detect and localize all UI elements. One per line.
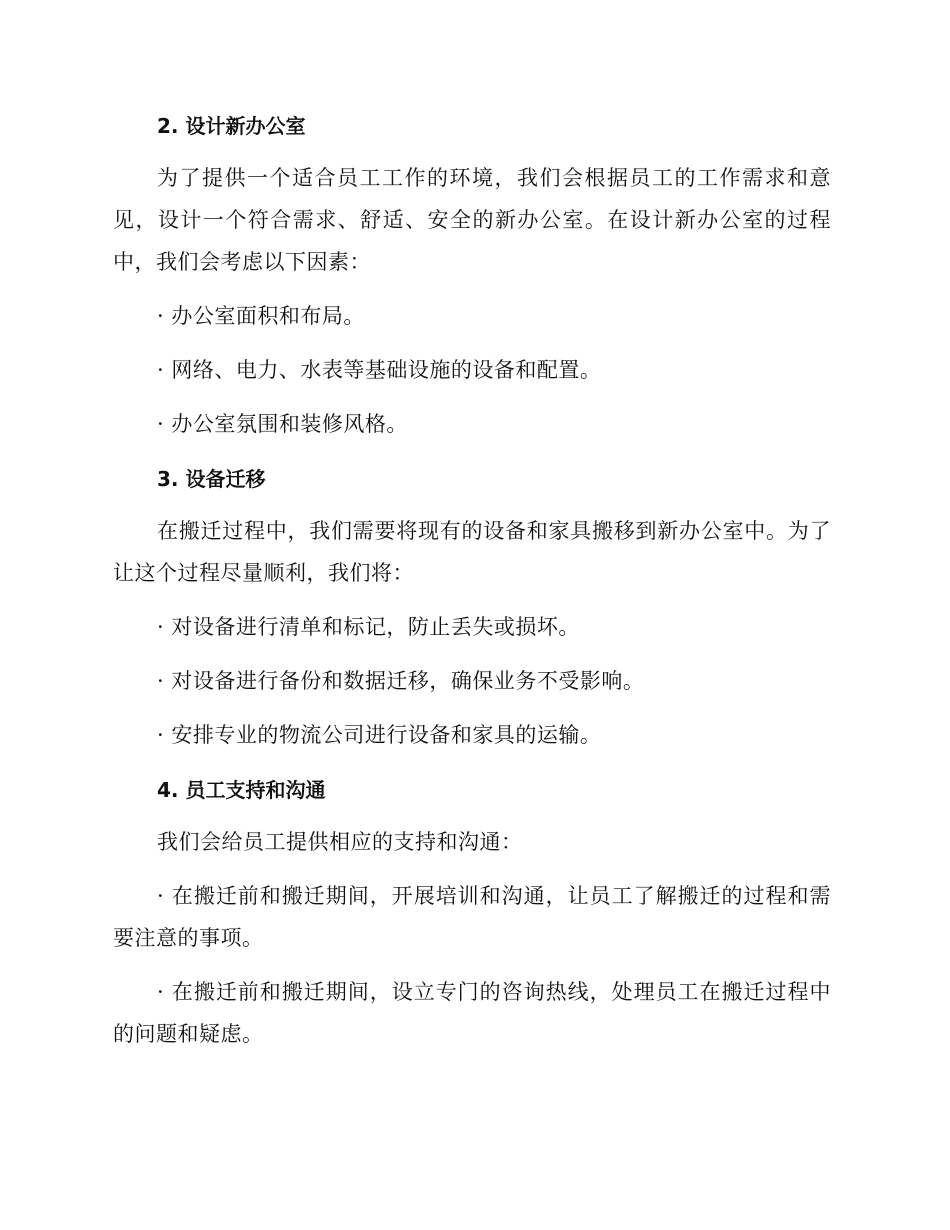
bullet-item: · 网络、电力、水表等基础设施的设备和配置。 bbox=[157, 358, 602, 382]
section-heading: 4. 员工支持和沟通 bbox=[157, 778, 326, 802]
bullet-item: · 对设备进行备份和数据迁移，确保业务不受影响。 bbox=[157, 669, 645, 693]
section-intro: 在搬迁过程中，我们需要将现有的设备和家具搬移到新办公室中。为了让这个过程尽量顺利，我们将： bbox=[113, 519, 831, 585]
section-employee-support bbox=[113, 768, 831, 1055]
bullet-item: · 办公室面积和布局。 bbox=[157, 304, 365, 328]
bullet-item: · 在搬迁前和搬迁期间，设立专门的咨询热线，处理员工在搬迁过程中的问题和疑虑。 bbox=[113, 980, 831, 1046]
bullet-item: · 在搬迁前和搬迁期间，开展培训和沟通，让员工了解搬迁的过程和需要注意的事项。 bbox=[113, 884, 831, 950]
document-page bbox=[113, 104, 831, 1067]
section-heading: 2. 设计新办公室 bbox=[157, 114, 306, 138]
bullet-item: · 安排专业的物流公司进行设备和家具的运输。 bbox=[157, 723, 602, 747]
section-intro: 为了提供一个适合员工工作的环境，我们会根据员工的工作需求和意见，设计一个符合需求、舒适、安全的新办公室。在设计新办公室的过程中，我们会考虑以下因素： bbox=[113, 166, 831, 274]
section-design-office bbox=[113, 104, 831, 445]
section-heading: 3. 设备迁移 bbox=[157, 467, 266, 491]
section-intro: 我们会给员工提供相应的支持和沟通： bbox=[157, 830, 523, 854]
bullet-item: · 办公室氛围和装修风格。 bbox=[157, 412, 408, 436]
section-equipment-migration bbox=[113, 457, 831, 756]
bullet-item: · 对设备进行清单和标记，防止丢失或损坏。 bbox=[157, 615, 580, 639]
